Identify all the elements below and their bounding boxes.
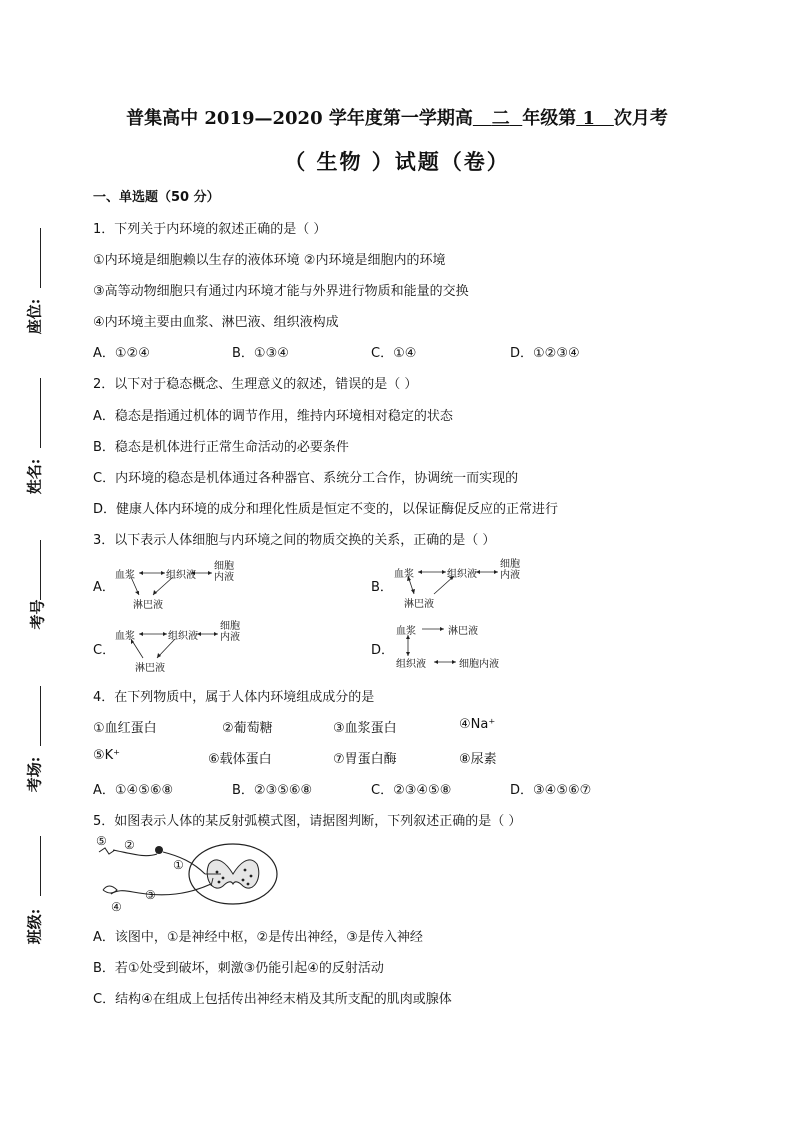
q1-stem: 1．下列关于内环境的叙述正确的是（ ） xyxy=(93,222,327,237)
q3-option-b-label[interactable]: B． xyxy=(371,580,393,595)
exam-subtitle: （ 生物 ）试题（卷） xyxy=(284,149,510,174)
q4-option-d[interactable]: D．③④⑤⑥⑦ xyxy=(510,783,592,798)
q2-option-b[interactable]: B．稳态是机体进行正常生命活动的必要条件 xyxy=(93,440,349,455)
q5-marker-5: ⑤ xyxy=(96,834,107,848)
q4-item-8: ⑧尿素 xyxy=(459,752,497,767)
q3b-lymph: 淋巴液 xyxy=(404,599,434,610)
q2-option-c[interactable]: C．内环境的稳态是机体通过各种器官、系统分工合作，协调统一而实现的 xyxy=(93,471,519,486)
q4-item-3: ③血浆蛋白 xyxy=(333,721,397,736)
q5-stem: 5．如图表示人体的某反射弧模式图，请据图判断，下列叙述正确的是（ ） xyxy=(93,814,522,829)
q5-marker-3: ③ xyxy=(145,888,156,902)
side-label-name: 姓名: xyxy=(25,458,44,495)
q4-option-a[interactable]: A．①④⑤⑥⑧ xyxy=(93,783,174,798)
q3-stem: 3．以下表示人体细胞与内环境之间的物质交换的关系，正确的是（ ） xyxy=(93,533,496,548)
q3c-cell: 细胞 内液 xyxy=(220,621,240,643)
title-suffix: 次月考 xyxy=(613,108,668,129)
q2-option-d[interactable]: D．健康人体内环境的成分和理化性质是恒定不变的，以保证酶促反应的正常进行 xyxy=(93,502,559,517)
q4-option-c[interactable]: C．②③④⑤⑧ xyxy=(371,783,452,798)
q3-diagram-a xyxy=(115,563,245,611)
q5-marker-4: ④ xyxy=(111,900,122,914)
q5-marker-1: ① xyxy=(173,858,184,872)
side-label-room: 考场: xyxy=(25,756,44,793)
q3d-tissue: 组织液 xyxy=(396,659,426,670)
exam-title xyxy=(0,104,794,130)
q3a-plasma: 血浆 xyxy=(115,570,135,581)
q4-item-4: ④Na⁺ xyxy=(459,717,496,732)
q3a-cell: 细胞 内液 xyxy=(214,561,234,583)
q4-item-2: ②葡萄糖 xyxy=(222,721,273,736)
q3-option-a-label[interactable]: A． xyxy=(93,580,115,595)
q5-option-a[interactable]: A．该图中，①是神经中枢，②是传出神经，③是传入神经 xyxy=(93,930,423,945)
q3d-cell: 细胞内液 xyxy=(459,659,499,670)
q3-option-c-label[interactable]: C． xyxy=(93,643,116,658)
q4-item-7: ⑦胃蛋白酶 xyxy=(333,752,397,767)
side-label-class: 班级: xyxy=(25,908,44,945)
grade-blank: 二 xyxy=(491,108,510,129)
q4-item-6: ⑥载体蛋白 xyxy=(208,752,272,767)
q1-option-b[interactable]: B．①③④ xyxy=(232,346,289,361)
q3a-lymph: 淋巴液 xyxy=(133,600,163,611)
q3d-lymph: 淋巴液 xyxy=(448,626,478,637)
q3-option-d-label[interactable]: D． xyxy=(371,643,395,658)
q4-option-b[interactable]: B．②③⑤⑥⑧ xyxy=(232,783,313,798)
section-heading: 一、单选题（50 分） xyxy=(93,190,220,205)
q3c-plasma: 血浆 xyxy=(115,631,135,642)
q5-reflex-arc-diagram xyxy=(93,834,293,918)
q3a-tissue: 组织液 xyxy=(166,570,196,581)
q5-option-c[interactable]: C．结构④在组成上包括传出神经末梢及其所支配的肌肉或腺体 xyxy=(93,992,452,1007)
side-label-seat: 座位: xyxy=(25,298,44,335)
q5-option-b[interactable]: B．若①处受到破坏，刺激③仍能引起④的反射活动 xyxy=(93,961,384,976)
side-line-name xyxy=(40,378,41,448)
q3b-cell: 细胞 内液 xyxy=(500,559,520,581)
q3-diagram-d xyxy=(396,620,526,672)
side-line-room xyxy=(40,686,41,746)
q3b-plasma: 血浆 xyxy=(394,569,414,580)
q3d-plasma: 血浆 xyxy=(396,626,416,637)
q5-marker-2: ② xyxy=(124,838,135,852)
q1-statement-1-2: ①内环境是细胞赖以生存的液体环境 ②内环境是细胞内的环境 xyxy=(93,253,446,268)
title-prefix: 普集高中 2019—2020 学年度第一学期高 xyxy=(126,108,473,129)
title-mid: 年级第 xyxy=(522,108,577,129)
q5-reflex-arc-drawing xyxy=(93,834,293,918)
q3c-tissue: 组织液 xyxy=(168,631,198,642)
q2-option-a[interactable]: A．稳态是指通过机体的调节作用，维持内环境相对稳定的状态 xyxy=(93,409,453,424)
q4-item-5: ⑤K⁺ xyxy=(93,748,121,763)
side-line-seat xyxy=(40,228,41,288)
side-label-exam-no: 考号 xyxy=(28,599,47,630)
q1-statement-3: ③高等动物细胞只有通过内环境才能与外界进行物质和能量的交换 xyxy=(93,284,469,299)
exam-blank: 1 xyxy=(582,108,596,129)
q4-stem: 4．在下列物质中，属于人体内环境组成成分的是 xyxy=(93,690,375,705)
q2-stem: 2．以下对于稳态概念、生理意义的叙述，错误的是（ ） xyxy=(93,377,418,392)
side-line-exam-no xyxy=(40,540,41,600)
side-line-class xyxy=(40,836,41,896)
q1-option-d[interactable]: D．①②③④ xyxy=(510,346,580,361)
q4-item-1: ①血红蛋白 xyxy=(93,721,157,736)
q1-statement-4: ④内环境主要由血浆、淋巴液、组织液构成 xyxy=(93,315,339,330)
q3-diagram-b xyxy=(394,559,534,610)
q1-option-a[interactable]: A．①②④ xyxy=(93,346,150,361)
q3b-tissue: 组织液 xyxy=(447,569,477,580)
q3c-lymph: 淋巴液 xyxy=(135,663,165,674)
q1-option-c[interactable]: C．①④ xyxy=(371,346,417,361)
q3-diagram-c xyxy=(115,622,250,672)
